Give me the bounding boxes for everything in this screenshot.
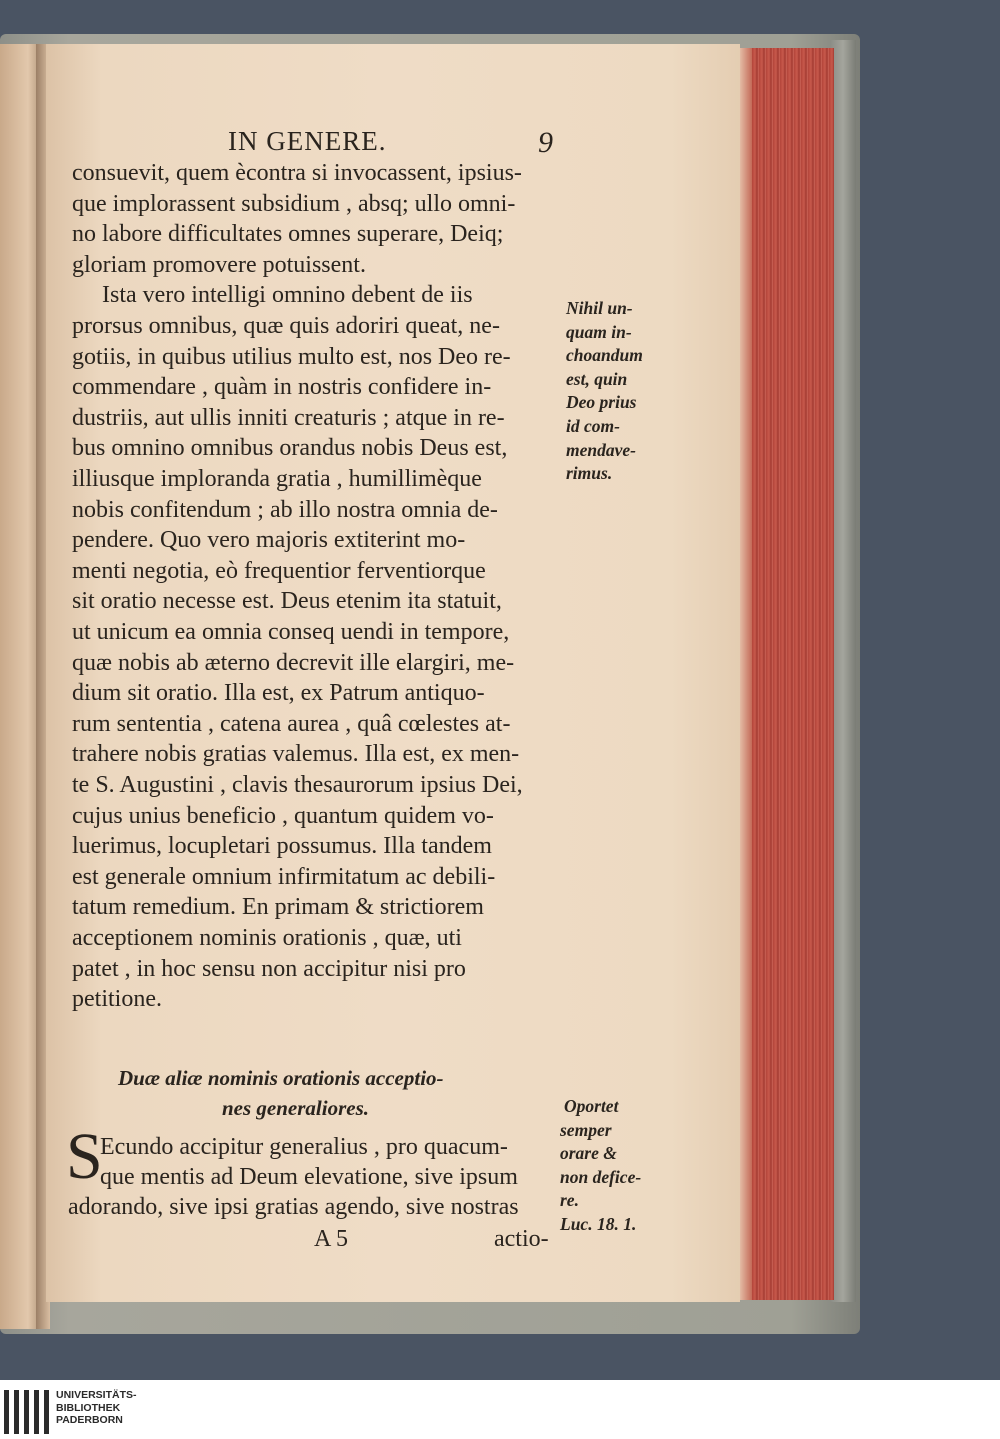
margin-note-line: quam in- [566,321,632,342]
body-line: illiusque imploranda gratia , humillimèque [72,466,482,492]
library-logo-text [56,1389,137,1427]
body-line: acceptionem nominis orationis , quæ, uti [72,925,462,951]
body-line: rum sententia , catena aurea , quâ cœlestes at- [72,710,511,737]
body-line: prorsus omnibus, quæ quis adoriri queat, ne- [72,313,500,339]
margin-note-line: re. [560,1190,579,1210]
section-line-1: Ecundo accipitur generalius , pro quacum- [100,1134,508,1160]
red-page-edges [738,48,834,1300]
margin-note-line: id com- [566,416,620,436]
body-line: sit oratio necesse est. Deus etenim ita statuit, [72,588,502,615]
library-logo-line-2: BIBLIOTHEK [56,1401,121,1414]
body-line: trahere nobis gratias valemus. Illa est, ex men- [72,741,520,768]
margin-note-line: choandum [566,345,643,366]
body-line: petitione. [72,986,162,1013]
body-line: no labore difficultates omnes superare, Deiq; [72,221,504,248]
body-line: bus omnino omnibus orandus nobis Deus est, [72,435,508,462]
body-line: menti negotia, eò frequentior ferventiorque [72,557,486,584]
section-heading-line-1: Duæ aliæ nominis orationis acceptio- [118,1066,444,1090]
library-logo-line-1: UNIVERSITÄTS- [56,1389,137,1401]
margin-note-line: semper [560,1119,612,1140]
body-line: tatum remedium. En primam & strictiorem [72,894,484,921]
section-heading-line-2: nes generaliores. [222,1096,369,1120]
section-line-2: que mentis ad Deum elevatione, sive ipsum [100,1164,518,1190]
margin-note-line: orare & [560,1143,617,1163]
body-line: quæ nobis ab æterno decrevit ille elargiri, me- [72,649,515,676]
body-line: luerimus, locupletari possumus. Illa tandem [72,833,492,860]
margin-note-line: Deo prius [566,392,637,413]
body-line: gloriam promovere potuissent. [72,251,366,278]
body-line: commendare , quàm in nostris confidere in- [72,374,492,401]
footer-bar [0,1380,1000,1439]
body-line: dustriis, aut ullis inniti creaturis ; atque in re- [72,404,505,431]
margin-note-line: mendave- [566,439,636,460]
section-line-3: adorando, sive ipsi gratias agendo, sive nostras [68,1194,519,1220]
left-page-edge [0,44,40,1329]
body-line: te S. Augustini , clavis thesaurorum ipsius Dei, [72,772,523,798]
catchword: actio- [494,1226,549,1252]
body-line: Ista vero intelligi omnino debent de iis [102,282,473,309]
body-line: nobis confitendum ; ab illo nostra omnia de- [72,496,498,523]
body-line: est generale omnium infirmitatum ac debili- [72,863,496,890]
margin-note-line: est, quin [566,368,628,389]
body-line: cujus unius beneficio , quantum quidem vo- [72,802,494,829]
body-line: ut unicum ea omnia conseq uendi in tempore, [72,619,510,645]
body-line: dium sit oratio. Illa est, ex Patrum antiquo- [72,680,485,707]
drop-cap: S [66,1120,103,1193]
body-line: consuevit, quem ècontra si invocassent, ipsius- [72,160,522,186]
body-line: patet , in hoc sensu non accipitur nisi pro [72,955,466,982]
signature-mark: A 5 [314,1226,349,1252]
running-header: IN GENERE. [228,126,387,156]
margin-note-line: rimus. [566,463,613,484]
margin-note-line: Luc. 18. 1. [560,1213,637,1234]
library-logo-line-3: PADERBORN [56,1414,123,1426]
margin-note-line: Nihil un- [566,298,633,318]
margin-note-line: non defice- [560,1166,642,1187]
body-line: gotiis, in quibus utilius multo est, nos Deo re- [72,343,511,370]
margin-note-line: Oportet [564,1096,619,1116]
body-line: pendere. Quo vero majoris extiterint mo- [72,527,466,554]
body-line: que implorassent subsidium , absq; ullo omni- [72,190,516,217]
library-logo-icon [0,1390,50,1434]
page-number: 9 [538,126,553,159]
